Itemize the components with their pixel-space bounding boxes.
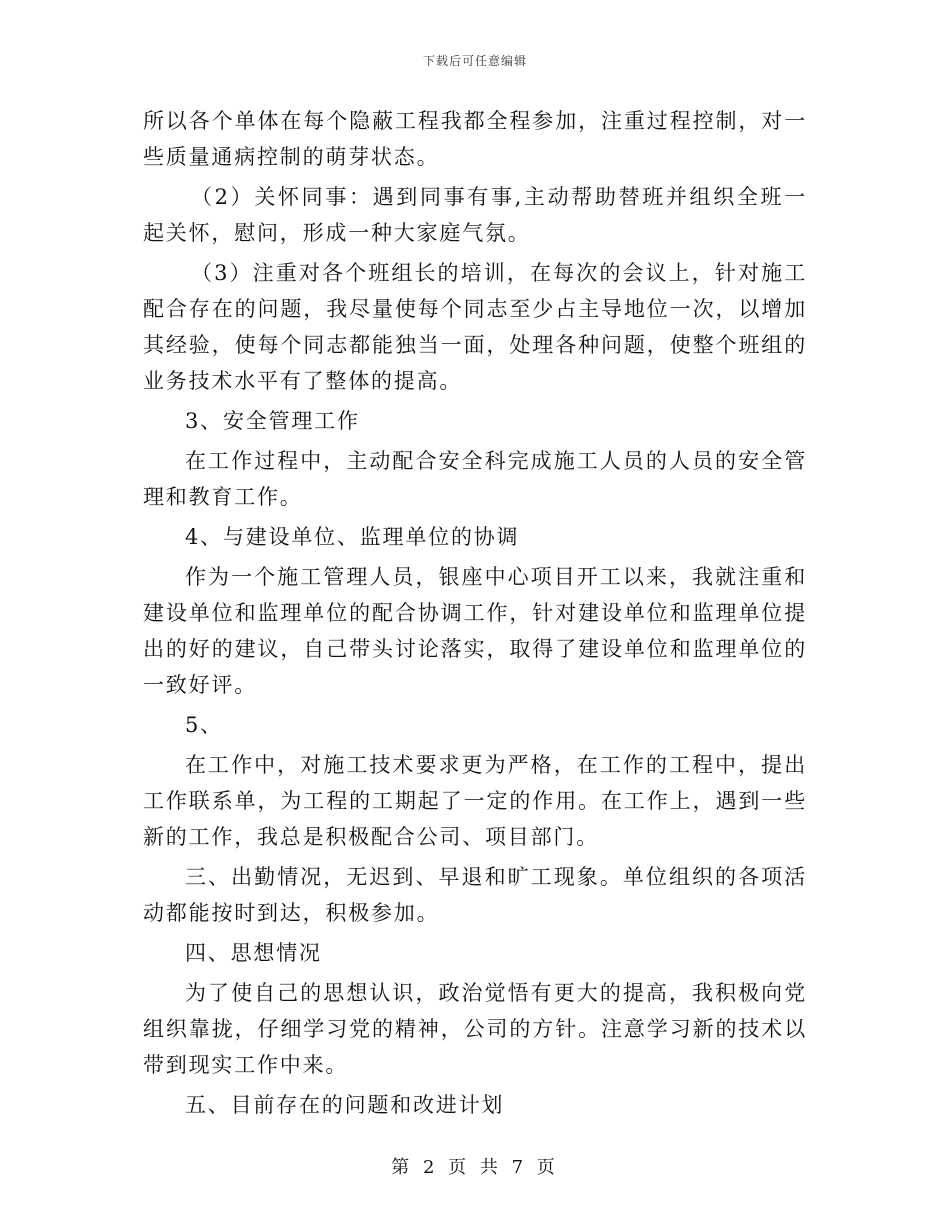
section-heading-problems: 五、目前存在的问题和改进计划 — [185, 1093, 505, 1117]
section-heading-4: 4、与建设单位、监理单位的协调 — [185, 525, 520, 549]
section-heading-5: 5、 — [185, 713, 223, 737]
page-number: 第 2 页 共 7 页 — [391, 1157, 559, 1178]
paragraph-1: 所以各个单体在每个隐蔽工程我都全程参加，注重过程控制，对一些质量通病控制的萌芽状态。 — [143, 109, 807, 169]
document-body — [143, 103, 807, 1127]
paragraph-7: 为了使自己的思想认识，政治觉悟有更大的提高，我积极向党组织靠拢，仔细学习党的精神，公司的方针。注意学习新的技术以带到现实工作中来。 — [143, 981, 807, 1077]
page-header: 下载后可任意编辑 — [422, 54, 527, 68]
paragraph-6: 在工作中，对施工技术要求更为严格，在工作的工程中，提出工作联系单，为工程的工期起了一定的作用。在工作上，遇到一些新的工作，我总是积极配合公司、项目部门。 — [143, 753, 807, 849]
section-attendance: 三、出勤情况，无迟到、早退和旷工现象。单位组织的各项活动都能按时到达，积极参加。 — [143, 865, 807, 925]
paragraph-2: （2）关怀同事：遇到同事有事,主动帮助替班并组织全班一起关怀，慰问，形成一种大家庭气氛。 — [143, 185, 807, 245]
section-heading-thought: 四、思想情况 — [185, 941, 322, 965]
paragraph-3: （3）注重对各个班组长的培训，在每次的会议上，针对施工配合存在的问题，我尽量使每个同志至少占主导地位一次，以增加其经验，使每个同志都能独当一面，处理各种问题，使整个班组的业务技术水平有了整体的提高。 — [143, 261, 807, 393]
paragraph-4: 在工作过程中，主动配合安全科完成施工人员的人员的安全管理和教育工作。 — [143, 449, 807, 509]
paragraph-5: 作为一个施工管理人员，银座中心项目开工以来，我就注重和建设单位和监理单位的配合协调工作，针对建设单位和监理单位提出的好的建议，自己带头讨论落实，取得了建设单位和监理单位的一致好评。 — [143, 565, 807, 697]
section-heading-3: 3、安全管理工作 — [185, 409, 360, 433]
